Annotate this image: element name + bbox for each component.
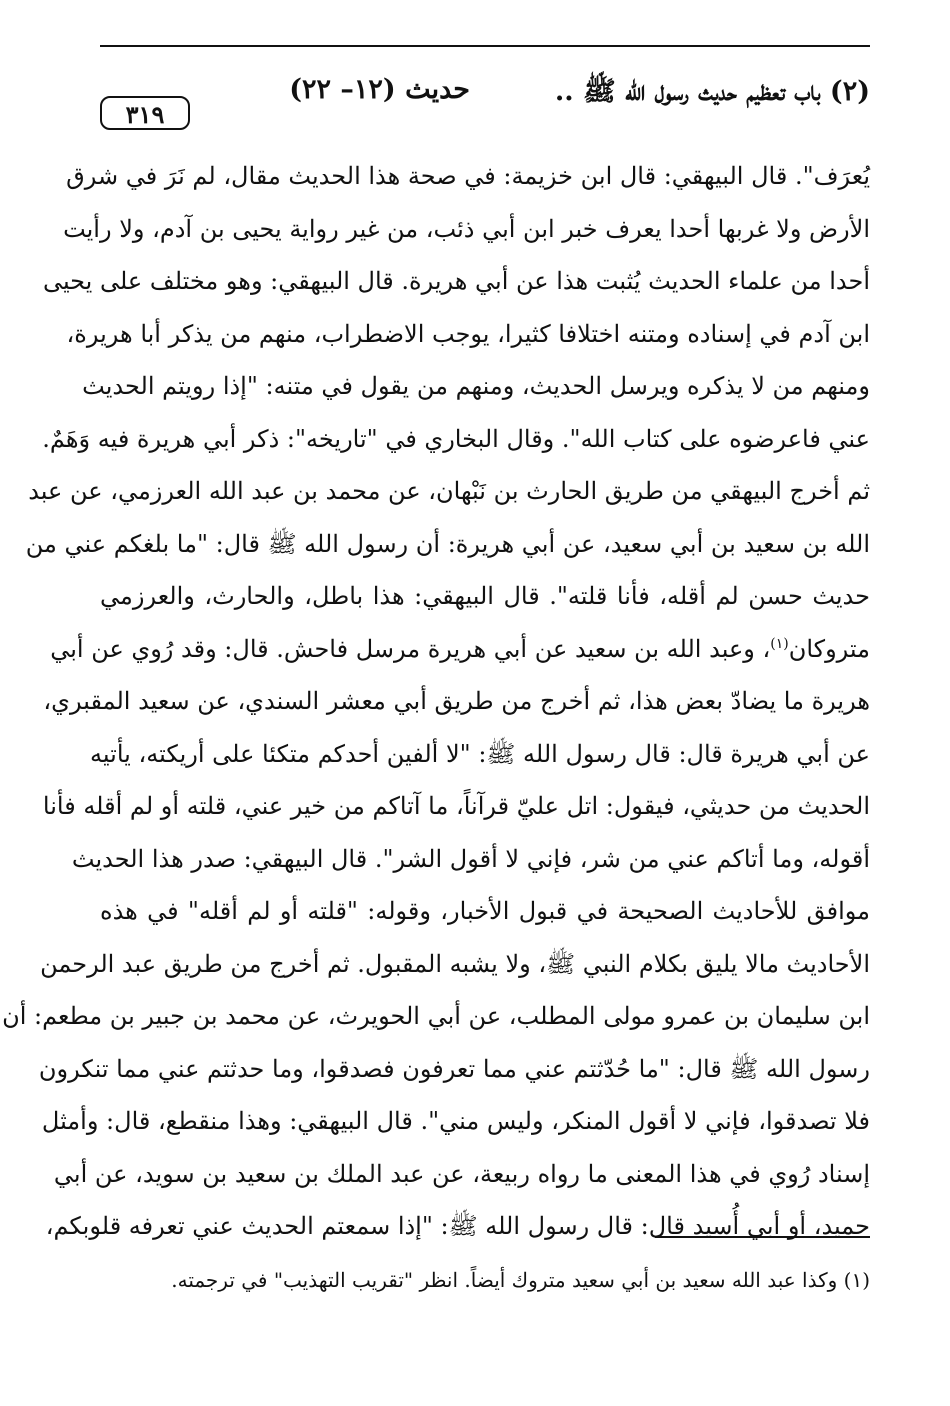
text-line: حديث حسن لم أقله، فأنا قلته". قال البيهقي: هذا باطل، والحارث، والعرزمي: [100, 582, 870, 610]
text-line: ثم أخرج البيهقي من طريق الحارث بن نَبْهان، عن محمد بن عبد الله العرزمي، عن عبد: [28, 477, 870, 505]
running-header: [100, 72, 870, 116]
text-line: هريرة ما يضادّ بعض هذا، ثم أخرج من طريق أبي معشر السندي، عن سعيد المقبري،: [43, 687, 870, 715]
text-line: ومنهم من لا يذكره ويرسل الحديث، ومنهم من يقول في متنه: "إذا رويتم الحديث: [82, 372, 870, 400]
page-number: ٣١٩: [100, 96, 190, 130]
text-line: حميد، أو أبي أُسيد قال: قال رسول الله ﷺ: "إذا سمعتم الحديث عني تعرفه قلوبكم،: [45, 1212, 870, 1240]
text-line: يُعرَف". قال البيهقي: قال ابن خزيمة: في صحة هذا الحديث مقال، لم نَرَ في شرق: [66, 162, 870, 190]
text-line: إسناد رُوي في هذا المعنى ما رواه ربيعة، عن عبد الملك بن سعيد بن سويد، عن أبي: [53, 1159, 870, 1188]
text-line: عني فاعرضوه على كتاب الله". وقال البخاري في "تاريخه": ذكر أبي هريرة فيه وَهَمٌ.: [42, 424, 870, 453]
text-segment: متروكان: [788, 634, 870, 663]
footnote-reference[interactable]: (١): [770, 635, 789, 652]
text-line: أقوله، وما أتاكم عني من شر، فإني لا أقول الشر". قال البيهقي: صدر هذا الحديث: [71, 844, 870, 873]
text-line: ابن سليمان بن عمرو مولى المطلب، عن أبي الحويرث، عن محمد بن جبير بن مطعم: أن: [2, 1002, 870, 1030]
text-line: موافق للأحاديث الصحيحة في قبول الأخبار، وقوله: "قلته أو لم أقله" في هذه: [100, 897, 870, 925]
text-line: رسول الله ﷺ قال: "ما حُدّثتم عني مما تعرفون فصدقوا، وما حدثتم عني مما تنكرون: [38, 1054, 870, 1083]
footnote: (١) وكذا عبد الله سعيد بن أبي سعيد متروك أيضاً. انظر "تقريب التهذيب" في ترجمته.: [171, 1268, 870, 1292]
text-line: [50, 623, 870, 676]
hadith-range: حديث (١٢– ٢٢): [289, 74, 470, 105]
text-line: أحدا من علماء الحديث يُثبت هذا عن أبي هريرة. قال البيهقي: وهو مختلف على يحيى: [42, 267, 870, 295]
text-line: ابن آدم في إسناده ومتنه اختلافا كثيرا، يوجب الاضطراب، منهم من يذكر أبا هريرة،: [66, 319, 870, 348]
footnote-separator: [655, 1236, 870, 1238]
text-line: الأحاديث مالا يليق بكلام النبي ﷺ، ولا يشبه المقبول. ثم أخرج من طريق عبد الرحمن: [40, 949, 870, 978]
text-line: الله بن سعيد بن أبي سعيد، عن أبي هريرة: أن رسول الله ﷺ قال: "ما بلغكم عني من: [25, 529, 870, 558]
header-rule: [100, 45, 870, 47]
text-line: فلا تصدقوا، فإني لا أقول المنكر، وليس مني". قال البيهقي: وهذا منقطع، قال: وأمثل: [41, 1107, 870, 1135]
chapter-title: (٢) باب تعظيم حديث رسول الله ﷺ ..: [554, 76, 870, 107]
text-segment: ، وعبد الله بن سعيد عن أبي هريرة مرسل فاحش. قال: وقد رُوي عن أبي: [50, 634, 771, 663]
text-line: الحديث من حديثي، فيقول: اتل عليّ قرآناً، ما آتاكم من خير عني، قلته أو لم أقله فأنا: [42, 792, 870, 820]
main-text: [2, 150, 870, 1253]
text-line: عن أبي هريرة قال: قال رسول الله ﷺ: "لا ألفين أحدكم متكئا على أريكته، يأتيه: [90, 739, 870, 768]
text-line: الأرض ولا غربها أحدا يعرف خبر ابن أبي ذئب، من غير رواية يحيى بن آدم، ولا رأيت: [63, 214, 870, 243]
